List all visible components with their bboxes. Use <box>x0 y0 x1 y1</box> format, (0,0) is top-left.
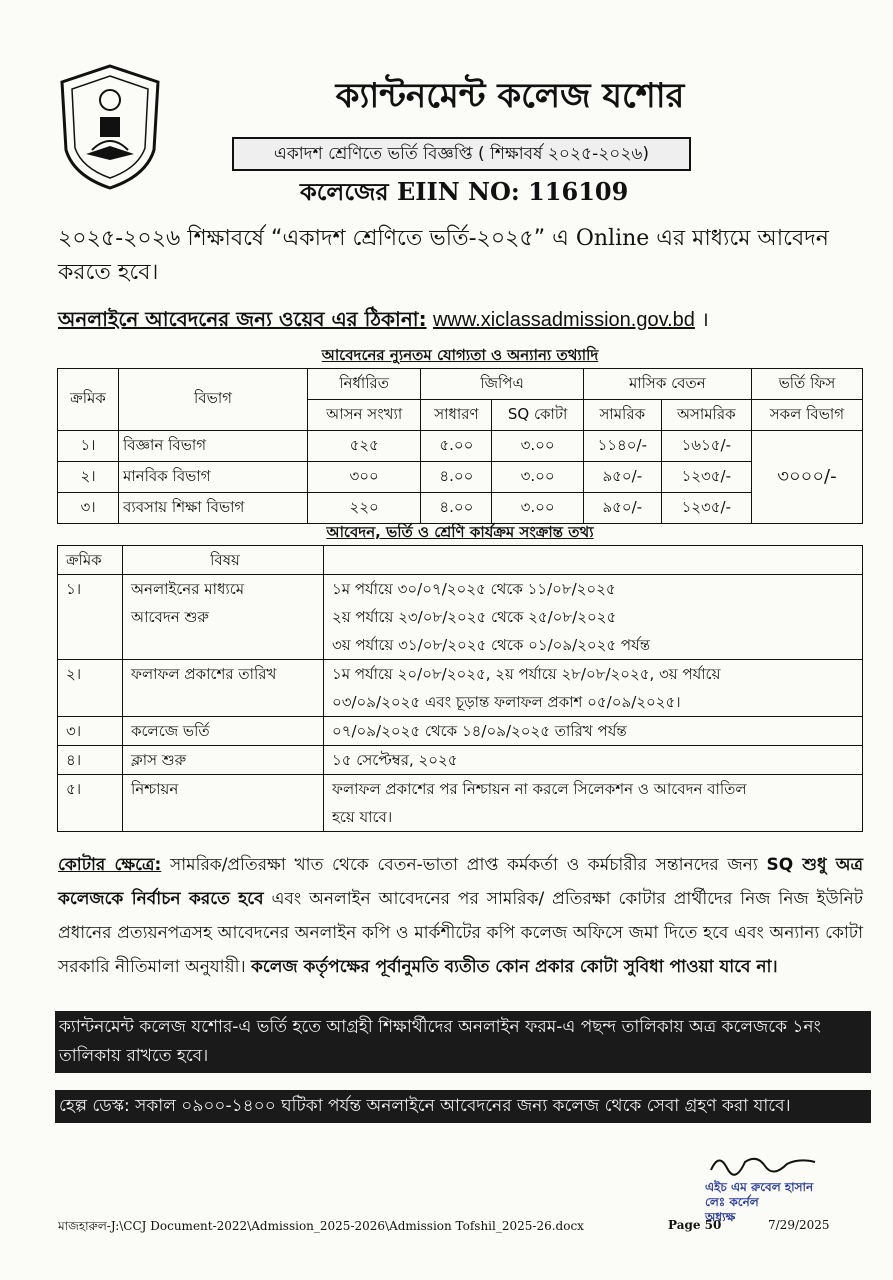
cell-subject: কলেজে ভর্তি <box>123 717 324 746</box>
th-subject: বিষয় <box>123 546 324 575</box>
cell-detail: ০৭/০৯/২০২৫ থেকে ১৪/০৯/২০২৫ তারিখ পর্যন্ত <box>324 717 863 746</box>
quota-text-2: এবং অনলাইন আবেদনের পর সামরিক/ প্রতিরক্ষা কোটার প্রার্থীদের নিজ নিজ ইউনিট প্রধানের প্রত্যয়নপত্রসহ আবেদনের অনলাইন কপি ও মার্কশীটের কপি কলেজ অফিসে জমা দিতে হবে এবং অন্যান্য কোটা সরকারি নীতিমালা অনুযায়ী। <box>58 889 863 977</box>
cell-admission-fee: ৩০০০/- <box>751 431 862 524</box>
notice-title: একাদশ শ্রেণিতে ভর্তি বিজ্ঞপ্তি ( শিক্ষাবর্ষ ২০২৫-২০২৬) <box>232 137 691 171</box>
table-row <box>58 575 863 660</box>
th-gpa-general: সাধারণ <box>421 400 492 431</box>
detail-line: ফলাফল প্রকাশের পর নিশ্চায়ন না করলে সিলেকশন ও আবেদন বাতিল <box>332 780 747 798</box>
eiin-prefix: কলেজের <box>300 178 389 206</box>
cell-serial: ৪। <box>58 746 123 775</box>
quota-bold-1: SQ শুধু অত্র কলেজকে নির্বাচন করতে হবে <box>58 855 863 909</box>
th-seats-1: নির্ধারিত <box>308 369 421 400</box>
eiin-number: EIIN NO: 116109 <box>397 177 629 206</box>
detail-line: ১ম পর্যায়ে ৩০/০৭/২০২৫ থেকে ১১/০৮/২০২৫ <box>332 580 616 598</box>
quota-bold-2: কলেজ কর্তৃপক্ষের পূর্বানুমতি ব্যতীত কোন প্রকার কোটা সুবিধা পাওয়া যাবে না। <box>250 957 778 977</box>
table-row <box>58 717 863 746</box>
website-line <box>58 305 709 338</box>
footer-date: 7/29/2025 <box>768 1218 830 1232</box>
website-link[interactable]: www.xiclassadmission.gov.bd <box>432 309 695 331</box>
table-row <box>58 775 863 832</box>
th-gpa-sq: SQ কোটা <box>492 400 583 431</box>
cell-gpa-general: ৫.০০ <box>421 431 492 462</box>
th-salary: মাসিক বেতন <box>583 369 751 400</box>
cell-gpa-general: ৪.০০ <box>421 462 492 493</box>
cell-subject: ক্লাস শুরু <box>123 746 324 775</box>
footer-page: Page 50 <box>668 1218 722 1232</box>
th-fee-2: সকল বিভাগ <box>751 400 862 431</box>
table-row <box>58 431 863 462</box>
eiin-line <box>300 174 628 214</box>
cell-civil: ১৬১৫/- <box>661 431 751 462</box>
intro-text-2: এর মাধ্যমে আবেদন করতে হবে। <box>58 226 829 285</box>
th-detail <box>324 546 863 575</box>
eligibility-table <box>57 368 863 524</box>
th-salary-civil: অসামরিক <box>661 400 751 431</box>
help-desk-bar: হেল্প ডেস্ক: সকাল ০৯০০-১৪০০ ঘটিকা পর্যন্ত অনলাইনে আবেদনের জন্য কলেজ থেকে সেবা গ্রহণ করা যাবে। <box>55 1090 871 1123</box>
th-salary-military: সামরিক <box>583 400 661 431</box>
cell-subject: নিশ্চায়ন <box>123 775 324 832</box>
priority-notice-bar: ক্যান্টনমেন্ট কলেজ যশোর-এ ভর্তি হতে আগ্রহী শিক্ষার্থীদের অনলাইন ফরম-এ পছন্দ তালিকায় অত্র কলেজকে ১নং তালিকায় রাখতে হবে। <box>55 1011 871 1073</box>
signature-title: অধ্যক্ষ <box>705 1210 736 1224</box>
cell-civil: ১২৩৫/- <box>661 493 751 524</box>
quota-paragraph <box>58 848 863 984</box>
table-row <box>58 462 863 493</box>
cell-serial: ২। <box>58 660 123 717</box>
table-row <box>58 660 863 717</box>
cell-department: বিজ্ঞান বিভাগ <box>119 431 308 462</box>
detail-line: ০৩/০৯/২০২৫ এবং চূড়ান্ত ফলাফল প্রকাশ ০৫/০৯/২০২৫। <box>332 693 681 711</box>
th-serial: ক্রমিক <box>58 546 123 575</box>
cell-serial: ৩। <box>58 493 119 524</box>
signature-name: এইচ এম রুবেল হাসান <box>705 1180 814 1194</box>
cell-serial: ১। <box>58 575 123 660</box>
cell-department: মানবিক বিভাগ <box>119 462 308 493</box>
th-department: বিভাগ <box>119 369 308 431</box>
intro-paragraph <box>58 222 868 290</box>
college-name: ক্যান্টনমেন্ট কলেজ যশোর <box>335 76 685 116</box>
cell-detail <box>324 660 863 717</box>
cell-detail: ১৫ সেপ্টেম্বর, ২০২৫ <box>324 746 863 775</box>
footer-path: মাজহারুল-J:\CCJ Document-2022\Admission_2025-2026\Admission Tofshil_2025-26.docx <box>58 1219 584 1233</box>
cell-serial: ১। <box>58 431 119 462</box>
cell-civil: ১২৩৫/- <box>661 462 751 493</box>
schedule-table <box>57 545 863 832</box>
cell-subject: ফলাফল প্রকাশের তারিখ <box>123 660 324 717</box>
detail-line: ৩য় পর্যায়ে ৩১/০৮/২০২৫ থেকে ০১/০৯/২০২৫ পর্যন্ত <box>332 636 651 654</box>
table-row <box>58 493 863 524</box>
table2-caption: আবেদন, ভর্তি ও শ্রেণি কার্যক্রম সংক্রান্ত তথ্য <box>326 523 594 541</box>
cell-detail <box>324 775 863 832</box>
cell-military: ১১৪০/- <box>583 431 661 462</box>
subject-line: আবেদন শুরু <box>131 608 209 626</box>
th-serial: ক্রমিক <box>58 369 119 431</box>
cell-military: ৯৫০/- <box>583 462 661 493</box>
th-fee-1: ভর্তি ফিস <box>751 369 862 400</box>
cell-gpa-sq: ৩.০০ <box>492 431 583 462</box>
website-label: অনলাইনে আবেদনের জন্য ওয়েব এর ঠিকানা: <box>58 307 427 331</box>
cell-detail <box>324 575 863 660</box>
cell-gpa-sq: ৩.০০ <box>492 462 583 493</box>
cell-gpa-sq: ৩.০০ <box>492 493 583 524</box>
th-gpa: জিপিএ <box>421 369 583 400</box>
cell-seats: ৫২৫ <box>308 431 421 462</box>
detail-line: ২য় পর্যায়ে ২৩/০৮/২০২৫ থেকে ২৫/০৮/২০২৫ <box>332 608 617 626</box>
college-logo <box>50 62 170 192</box>
subject-line: অনলাইনের মাধ্যমে <box>131 580 245 598</box>
cell-gpa-general: ৪.০০ <box>421 493 492 524</box>
cell-serial: ৩। <box>58 717 123 746</box>
intro-text-1: ২০২৫-২০২৬ শিক্ষাবর্ষে “একাদশ শ্রেণিতে ভর্তি-২০২৫” এ <box>58 226 576 251</box>
quota-label: কোটার ক্ষেত্রে: <box>58 855 162 875</box>
detail-line: হয়ে যাবে। <box>332 808 393 826</box>
cell-serial: ৫। <box>58 775 123 832</box>
table-row <box>58 746 863 775</box>
cell-seats: ২২০ <box>308 493 421 524</box>
cell-subject <box>123 575 324 660</box>
table1-caption: আবেদনের ন্যুনতম যোগ্যতা ও অন্যান্য তথ্যাদি <box>321 346 599 364</box>
th-seats-2: আসন সংখ্যা <box>308 400 421 431</box>
website-end: । <box>701 307 709 331</box>
cell-serial: ২। <box>58 462 119 493</box>
detail-line: ১ম পর্যায়ে ২০/০৮/২০২৫, ২য় পর্যায়ে ২৮/০৮/২০২৫, ৩য় পর্যায়ে <box>332 665 721 683</box>
quota-text-1: সামরিক/প্রতিরক্ষা খাত থেকে বেতন-ভাতা প্রাপ্ত কর্মকর্তা ও কর্মচারীর সন্তানদের জন্য <box>161 855 767 875</box>
cell-military: ৯৫০/- <box>583 493 661 524</box>
signature-scribble <box>705 1150 825 1176</box>
intro-online: Online <box>575 226 650 251</box>
signature-rank: লেঃ কর্নেল <box>705 1195 759 1209</box>
cell-seats: ৩০০ <box>308 462 421 493</box>
cell-department: ব্যবসায় শিক্ষা বিভাগ <box>119 493 308 524</box>
